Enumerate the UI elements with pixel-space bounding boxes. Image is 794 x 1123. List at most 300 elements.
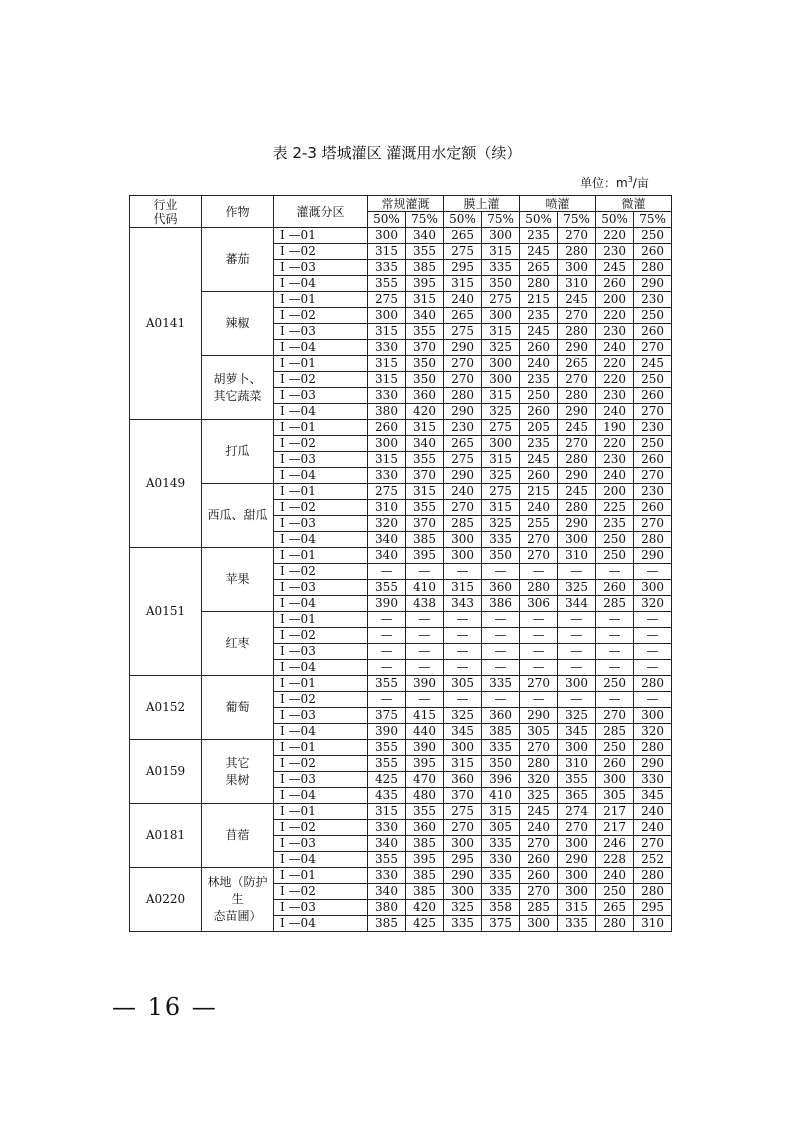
- quota-value: 240: [634, 804, 672, 820]
- quota-value: —: [596, 692, 634, 708]
- table-row: [130, 804, 672, 820]
- quota-value: 335: [368, 260, 406, 276]
- quota-value: —: [558, 644, 596, 660]
- crop-name-line: 苜蓿: [225, 828, 250, 842]
- industry-code: A0159: [130, 740, 202, 804]
- quota-value: 235: [596, 516, 634, 532]
- zone-cell: I —01: [274, 228, 368, 244]
- quota-value: 410: [406, 580, 444, 596]
- quota-value: 290: [520, 708, 558, 724]
- quota-value: 295: [634, 900, 672, 916]
- quota-value: 270: [520, 836, 558, 852]
- header-percent: 75%: [558, 212, 596, 228]
- quota-value: 355: [406, 244, 444, 260]
- quota-value: 435: [368, 788, 406, 804]
- quota-value: 335: [482, 868, 520, 884]
- quota-value: 340: [406, 436, 444, 452]
- quota-value: 240: [634, 820, 672, 836]
- quota-value: —: [368, 612, 406, 628]
- quota-value: 230: [634, 484, 672, 500]
- quota-value: —: [596, 660, 634, 676]
- quota-value: 260: [634, 500, 672, 516]
- zone-cell: I —02: [274, 500, 368, 516]
- quota-value: 330: [482, 852, 520, 868]
- header-percent: 75%: [482, 212, 520, 228]
- quota-value: 280: [634, 868, 672, 884]
- zone-cell: I —03: [274, 708, 368, 724]
- quota-value: 330: [368, 468, 406, 484]
- quota-value: 280: [558, 244, 596, 260]
- quota-value: 280: [634, 676, 672, 692]
- quota-value: 390: [406, 676, 444, 692]
- quota-value: 438: [406, 596, 444, 612]
- quota-value: 250: [596, 740, 634, 756]
- quota-value: 280: [634, 740, 672, 756]
- quota-value: 335: [482, 884, 520, 900]
- quota-value: 370: [406, 340, 444, 356]
- quota-value: 325: [444, 900, 482, 916]
- quota-value: 350: [482, 548, 520, 564]
- quota-value: 350: [482, 276, 520, 292]
- crop-name-line: 红枣: [225, 636, 250, 650]
- quota-value: 315: [444, 756, 482, 772]
- quota-value: 315: [558, 900, 596, 916]
- quota-value: —: [368, 564, 406, 580]
- quota-value: 355: [368, 740, 406, 756]
- quota-value: 315: [482, 804, 520, 820]
- quota-value: —: [634, 564, 672, 580]
- quota-value: 275: [368, 484, 406, 500]
- quota-value: 280: [596, 916, 634, 932]
- quota-value: 270: [634, 516, 672, 532]
- quota-value: 270: [558, 436, 596, 452]
- zone-cell: I —03: [274, 836, 368, 852]
- header-percent: 50%: [520, 212, 558, 228]
- quota-value: —: [634, 660, 672, 676]
- quota-value: 350: [482, 756, 520, 772]
- crop-name-line: 打瓜: [225, 444, 250, 458]
- quota-value: 270: [634, 836, 672, 852]
- quota-value: 200: [596, 484, 634, 500]
- quota-value: 315: [368, 324, 406, 340]
- quota-value: 290: [444, 340, 482, 356]
- quota-value: 220: [596, 308, 634, 324]
- zone-cell: I —03: [274, 580, 368, 596]
- quota-value: 245: [558, 292, 596, 308]
- quota-value: 360: [406, 820, 444, 836]
- quota-value: 290: [444, 404, 482, 420]
- quota-value: 300: [368, 308, 406, 324]
- quota-value: —: [406, 612, 444, 628]
- quota-value: 240: [444, 292, 482, 308]
- quota-value: 340: [406, 228, 444, 244]
- quota-value: 300: [520, 916, 558, 932]
- quota-value: 217: [596, 820, 634, 836]
- crop-name-line: 果树: [225, 772, 250, 787]
- quota-value: 320: [520, 772, 558, 788]
- quota-value: 315: [368, 372, 406, 388]
- quota-value: 275: [368, 292, 406, 308]
- quota-value: 285: [596, 596, 634, 612]
- zone-cell: I —02: [274, 820, 368, 836]
- quota-value: 240: [444, 484, 482, 500]
- quota-value: 415: [406, 708, 444, 724]
- quota-value: 305: [520, 724, 558, 740]
- zone-cell: I —04: [274, 660, 368, 676]
- quota-value: 300: [444, 532, 482, 548]
- quota-value: 315: [482, 388, 520, 404]
- table-row: [130, 548, 672, 564]
- quota-value: 270: [558, 820, 596, 836]
- quota-value: 396: [482, 772, 520, 788]
- quota-value: 325: [482, 404, 520, 420]
- quota-value: 315: [406, 420, 444, 436]
- quota-value: 250: [634, 308, 672, 324]
- quota-value: 252: [634, 852, 672, 868]
- crop-name-line: 西瓜、甜瓜: [207, 508, 268, 522]
- quota-value: 315: [482, 452, 520, 468]
- quota-value: 290: [558, 404, 596, 420]
- industry-code: A0141: [130, 228, 202, 420]
- quota-value: 280: [520, 580, 558, 596]
- quota-value: 355: [368, 676, 406, 692]
- quota-value: 305: [596, 788, 634, 804]
- quota-value: 270: [520, 532, 558, 548]
- quota-value: 300: [558, 740, 596, 756]
- crop-name-line: 辣椒: [225, 316, 250, 330]
- quota-value: 245: [558, 484, 596, 500]
- quota-value: 190: [596, 420, 634, 436]
- quota-value: —: [482, 692, 520, 708]
- quota-value: —: [482, 612, 520, 628]
- quota-value: 230: [634, 420, 672, 436]
- zone-cell: I —02: [274, 564, 368, 580]
- quota-value: 360: [406, 388, 444, 404]
- zone-cell: I —04: [274, 916, 368, 932]
- quota-value: 260: [596, 580, 634, 596]
- quota-value: 385: [406, 532, 444, 548]
- quota-value: 375: [482, 916, 520, 932]
- quota-value: 217: [596, 804, 634, 820]
- quota-value: 425: [368, 772, 406, 788]
- quota-value: 360: [482, 580, 520, 596]
- quota-value: 360: [482, 708, 520, 724]
- quota-value: 410: [482, 788, 520, 804]
- zone-cell: I —04: [274, 852, 368, 868]
- quota-value: —: [596, 644, 634, 660]
- quota-value: 300: [558, 884, 596, 900]
- quota-value: 245: [520, 804, 558, 820]
- zone-cell: I —04: [274, 532, 368, 548]
- quota-value: 420: [406, 900, 444, 916]
- quota-value: 270: [558, 372, 596, 388]
- quota-value: 245: [634, 356, 672, 372]
- quota-value: —: [634, 628, 672, 644]
- quota-value: —: [634, 692, 672, 708]
- quota-value: 240: [596, 340, 634, 356]
- quota-value: 310: [558, 548, 596, 564]
- zone-cell: I —03: [274, 644, 368, 660]
- quota-value: 280: [634, 884, 672, 900]
- quota-value: 270: [634, 468, 672, 484]
- quota-value: 395: [406, 852, 444, 868]
- quota-value: 265: [444, 228, 482, 244]
- quota-value: 335: [558, 916, 596, 932]
- quota-value: 300: [482, 372, 520, 388]
- quota-value: 300: [368, 228, 406, 244]
- crop-name-line: 林地（防护生: [207, 875, 268, 906]
- quota-value: 386: [482, 596, 520, 612]
- quota-value: 235: [520, 308, 558, 324]
- zone-cell: I —04: [274, 340, 368, 356]
- quota-value: 350: [406, 372, 444, 388]
- quota-value: 330: [368, 340, 406, 356]
- quota-value: 274: [558, 804, 596, 820]
- quota-value: —: [444, 628, 482, 644]
- quota-value: 310: [558, 276, 596, 292]
- quota-value: —: [596, 564, 634, 580]
- industry-code: A0152: [130, 676, 202, 740]
- industry-code: A0181: [130, 804, 202, 868]
- header-method-micro: 微灌: [596, 196, 672, 212]
- quota-value: 290: [634, 276, 672, 292]
- quota-value: 280: [558, 452, 596, 468]
- quota-value: —: [520, 612, 558, 628]
- industry-code: A0220: [130, 868, 202, 932]
- quota-value: 315: [368, 804, 406, 820]
- quota-value: 285: [444, 516, 482, 532]
- quota-value: 245: [520, 244, 558, 260]
- zone-cell: I —01: [274, 740, 368, 756]
- quota-value: 265: [520, 260, 558, 276]
- crop-name: [202, 420, 274, 484]
- zone-cell: I —01: [274, 868, 368, 884]
- quota-value: 240: [596, 868, 634, 884]
- quota-value: 270: [520, 676, 558, 692]
- quota-value: 355: [406, 324, 444, 340]
- quota-value: 300: [444, 548, 482, 564]
- table-row: [130, 484, 672, 500]
- quota-value: 340: [368, 532, 406, 548]
- quota-value: 345: [558, 724, 596, 740]
- quota-value: 270: [444, 820, 482, 836]
- quota-value: 240: [596, 468, 634, 484]
- industry-code: A0151: [130, 548, 202, 676]
- table-row: [130, 292, 672, 308]
- quota-value: 325: [444, 708, 482, 724]
- quota-value: 300: [444, 836, 482, 852]
- quota-value: 245: [596, 260, 634, 276]
- quota-value: 250: [634, 436, 672, 452]
- quota-value: 300: [482, 308, 520, 324]
- table-body: [130, 228, 672, 932]
- quota-value: 260: [596, 276, 634, 292]
- quota-value: —: [444, 644, 482, 660]
- quota-value: 280: [520, 276, 558, 292]
- crop-name: [202, 484, 274, 548]
- quota-value: 240: [520, 500, 558, 516]
- quota-value: 280: [558, 388, 596, 404]
- table-row: [130, 356, 672, 372]
- quota-value: —: [406, 692, 444, 708]
- quota-value: 260: [520, 404, 558, 420]
- quota-value: 380: [368, 404, 406, 420]
- quota-value: 260: [634, 244, 672, 260]
- quota-value: 280: [634, 260, 672, 276]
- quota-value: 320: [368, 516, 406, 532]
- quota-value: —: [444, 564, 482, 580]
- quota-value: 340: [406, 308, 444, 324]
- zone-cell: I —04: [274, 724, 368, 740]
- zone-cell: I —03: [274, 388, 368, 404]
- zone-cell: I —01: [274, 356, 368, 372]
- quota-value: 305: [482, 820, 520, 836]
- quota-value: 310: [368, 500, 406, 516]
- quota-value: 385: [368, 916, 406, 932]
- quota-value: 315: [482, 324, 520, 340]
- quota-value: 330: [634, 772, 672, 788]
- industry-code: A0149: [130, 420, 202, 548]
- quota-value: 340: [368, 836, 406, 852]
- quota-value: 355: [368, 580, 406, 596]
- quota-value: 325: [482, 340, 520, 356]
- zone-cell: I —04: [274, 468, 368, 484]
- quota-value: 225: [596, 500, 634, 516]
- quota-value: 246: [596, 836, 634, 852]
- quota-value: 215: [520, 292, 558, 308]
- zone-cell: I —04: [274, 596, 368, 612]
- quota-value: 250: [596, 884, 634, 900]
- quota-value: —: [558, 612, 596, 628]
- zone-cell: I —01: [274, 676, 368, 692]
- quota-value: 205: [520, 420, 558, 436]
- quota-value: 355: [406, 500, 444, 516]
- quota-value: 320: [634, 596, 672, 612]
- quota-value: 290: [634, 548, 672, 564]
- table-header: [130, 196, 672, 228]
- quota-value: 295: [444, 852, 482, 868]
- quota-value: 290: [634, 756, 672, 772]
- quota-value: 335: [482, 740, 520, 756]
- quota-value: 290: [558, 516, 596, 532]
- quota-value: 395: [406, 276, 444, 292]
- zone-cell: I —03: [274, 260, 368, 276]
- crop-name: [202, 868, 274, 932]
- quota-value: 270: [520, 548, 558, 564]
- quota-value: 370: [444, 788, 482, 804]
- quota-value: 300: [558, 260, 596, 276]
- quota-value: 275: [482, 292, 520, 308]
- quota-value: 280: [634, 532, 672, 548]
- quota-value: 385: [482, 724, 520, 740]
- quota-value: 315: [406, 292, 444, 308]
- header-zone: 灌溉分区: [274, 196, 368, 228]
- quota-value: 290: [444, 868, 482, 884]
- quota-value: 344: [558, 596, 596, 612]
- quota-value: 355: [406, 804, 444, 820]
- quota-value: 240: [520, 356, 558, 372]
- quota-value: 235: [520, 228, 558, 244]
- quota-value: 220: [596, 228, 634, 244]
- zone-cell: I —01: [274, 548, 368, 564]
- quota-value: 300: [482, 436, 520, 452]
- zone-cell: I —02: [274, 628, 368, 644]
- zone-cell: I —03: [274, 772, 368, 788]
- quota-value: —: [444, 612, 482, 628]
- quota-value: 270: [558, 228, 596, 244]
- quota-value: 270: [520, 740, 558, 756]
- quota-value: 300: [444, 740, 482, 756]
- quota-value: 245: [558, 420, 596, 436]
- quota-value: 290: [558, 468, 596, 484]
- crop-name-line: 胡萝卜、: [213, 371, 262, 386]
- quota-value: 285: [520, 900, 558, 916]
- crop-name: [202, 548, 274, 612]
- quota-value: 360: [444, 772, 482, 788]
- quota-value: —: [368, 628, 406, 644]
- quota-value: 285: [596, 724, 634, 740]
- zone-cell: I —01: [274, 484, 368, 500]
- quota-value: 275: [444, 244, 482, 260]
- quota-value: 260: [520, 852, 558, 868]
- quota-value: 365: [558, 788, 596, 804]
- crop-name-line: 其它: [225, 755, 250, 770]
- quota-value: —: [558, 692, 596, 708]
- quota-value: 275: [444, 804, 482, 820]
- page-number: — 16 —: [112, 993, 218, 1021]
- table-row: [130, 676, 672, 692]
- quota-value: 220: [596, 356, 634, 372]
- quota-value: 265: [596, 900, 634, 916]
- crop-name: [202, 612, 274, 676]
- quota-value: 230: [596, 388, 634, 404]
- quota-value: 335: [482, 676, 520, 692]
- quota-value: 270: [596, 708, 634, 724]
- quota-value: 295: [444, 260, 482, 276]
- quota-value: —: [406, 564, 444, 580]
- zone-cell: I —02: [274, 372, 368, 388]
- quota-value: 345: [634, 788, 672, 804]
- table-row: [130, 612, 672, 628]
- quota-value: 390: [368, 724, 406, 740]
- quota-value: 200: [596, 292, 634, 308]
- quota-value: 270: [444, 372, 482, 388]
- quota-value: —: [634, 612, 672, 628]
- zone-cell: I —01: [274, 612, 368, 628]
- unit-label: 单位：$m^3/$亩: [580, 175, 649, 190]
- quota-value: 265: [558, 356, 596, 372]
- quota-value: 395: [406, 548, 444, 564]
- quota-value: 375: [368, 708, 406, 724]
- quota-value: 275: [482, 420, 520, 436]
- quota-value: 385: [406, 836, 444, 852]
- quota-value: 215: [520, 484, 558, 500]
- quota-value: 260: [634, 388, 672, 404]
- zone-cell: I —02: [274, 308, 368, 324]
- quota-value: 335: [482, 260, 520, 276]
- quota-value: 310: [558, 756, 596, 772]
- header-method-conventional: 常规灌溉: [368, 196, 444, 212]
- quota-value: 355: [368, 276, 406, 292]
- quota-value: 270: [558, 308, 596, 324]
- quota-value: 228: [596, 852, 634, 868]
- quota-value: —: [596, 628, 634, 644]
- quota-value: 250: [634, 228, 672, 244]
- quota-value: 280: [520, 756, 558, 772]
- quota-value: 235: [520, 436, 558, 452]
- quota-value: 280: [444, 388, 482, 404]
- header-method-film: 膜上灌: [444, 196, 520, 212]
